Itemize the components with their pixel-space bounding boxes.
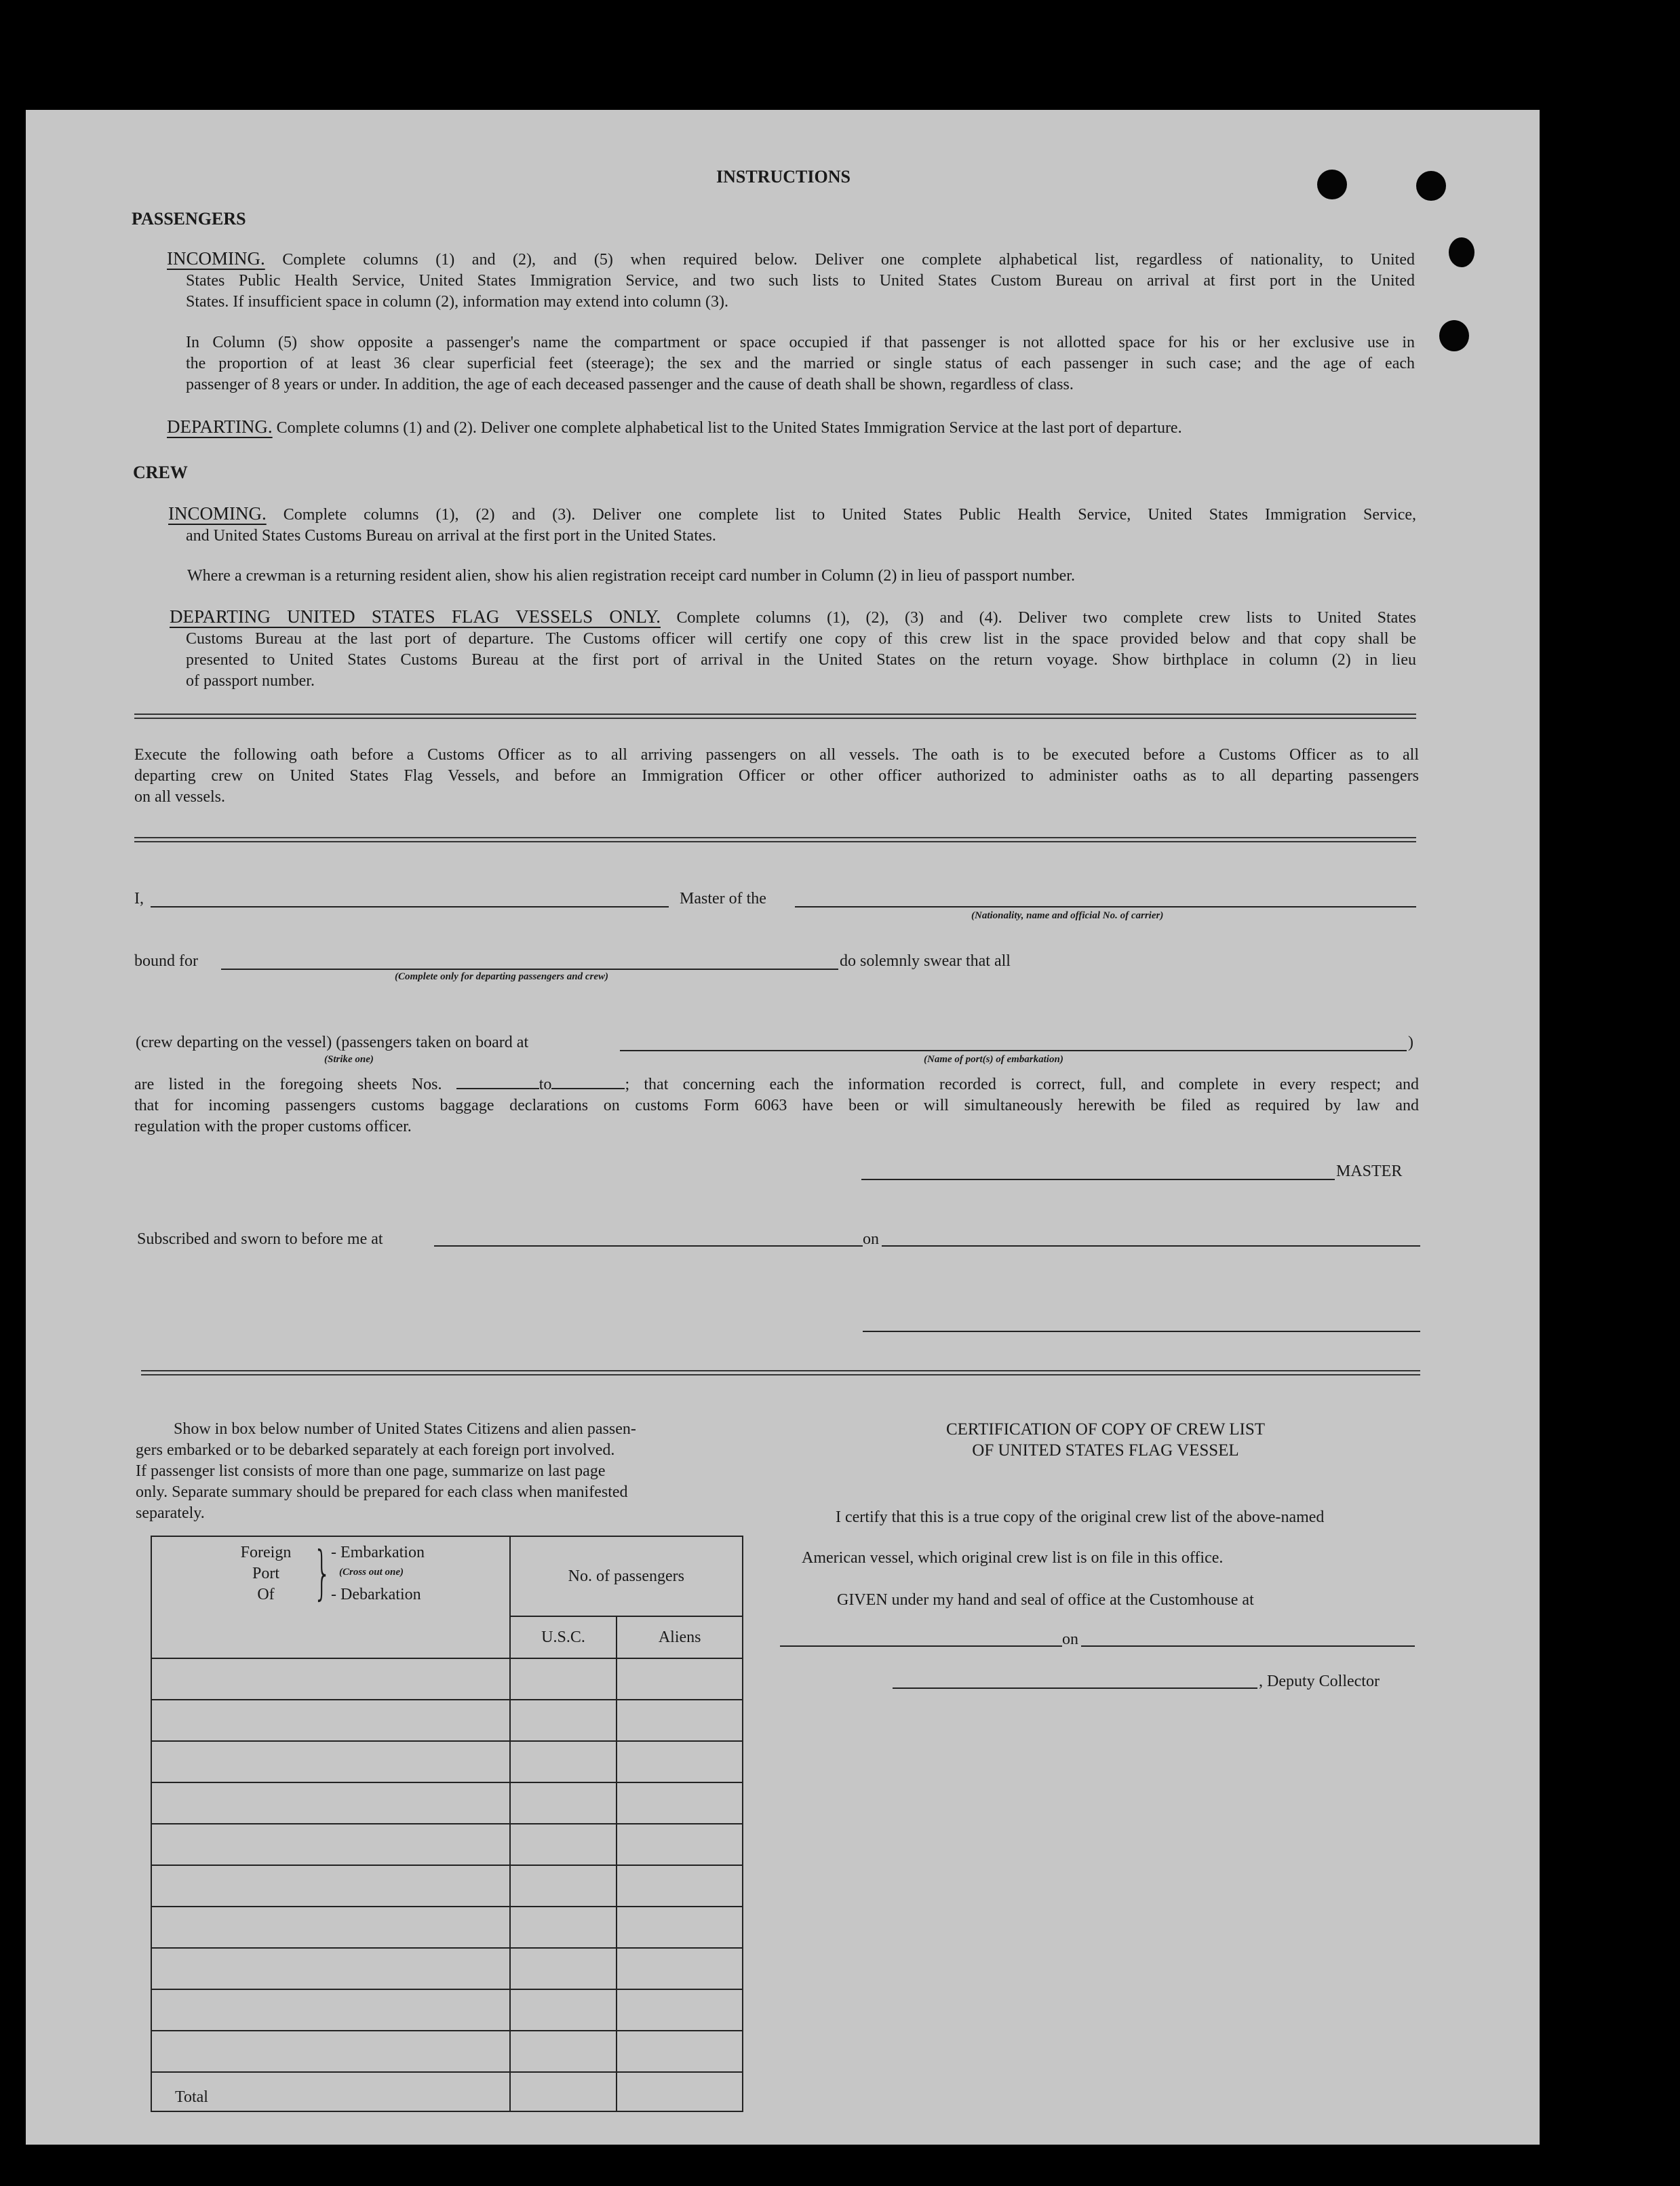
brace-icon: } [313,1539,332,1607]
aliens-cell[interactable] [617,1700,743,1741]
usc-total-cell[interactable] [510,2072,617,2111]
solemnly-swear-text: do solemnly swear that all [840,952,1011,970]
foreign-port-header: Foreign Port Of } - Embarkation (Cross out one) - Debarkation [151,1536,510,1658]
passengers-departing-section: DEPARTING. Complete columns (1) and (2). Deliver one complete alphabetical list to the United States Immigration Service at the last port of departure. [167,416,1182,437]
section-divider [134,837,1416,842]
aliens-cell[interactable] [617,1658,743,1700]
foregoing-sheets-text: are listed in the foregoing sheets Nos. to ; that concerning each the information recorded is correct, full, and complete in every respect; and that for incoming passengers customs baggage declarations on customs Form 6063 have been or will simultaneously herewith be filed as required by law and regulation with the proper customs officer. [134,1076,1419,1135]
embarkation-port-field[interactable] [620,1050,1407,1051]
certification-on-label: on [1062,1631,1078,1648]
aliens-cell[interactable] [617,1824,743,1865]
carrier-field[interactable] [795,906,1416,907]
oath-instructions: Execute the following oath before a Customs Officer as to all arriving passengers on all vessels. The oath is to be executed before a Customs Officer as to all departing crew on United States Flag Vessels, and before an Immigration Officer or other officer authorized to administer oaths as to all departing passengers on all vessels. [134,746,1419,806]
usc-cell[interactable] [510,1782,617,1824]
sheet-to-field[interactable] [551,1076,625,1089]
deputy-collector-label: , Deputy Collector [1259,1673,1380,1690]
usc-header: U.S.C. [510,1616,617,1658]
port-cell[interactable] [151,1782,510,1824]
usc-cell[interactable] [510,1824,617,1865]
punch-hole [1317,170,1347,199]
usc-cell[interactable] [510,1907,617,1948]
total-row-label: Total [151,2072,510,2111]
crew-incoming-label: INCOMING. [168,503,267,524]
master-signature-field[interactable] [861,1179,1335,1180]
aliens-cell[interactable] [617,1948,743,1989]
passengers-incoming-section: INCOMING. Complete columns (1) and (2), and (5) when required below. Deliver one complete alphabetical list, regardless of nationality, to United States Public Health Service, United States Immigration Service, and two such lists to United States Custom Bureau on arrival at first port in the United States. If insufficient space in column (2), information may extend into column (3). [167,248,1415,311]
punch-hole [1416,171,1446,201]
oath-i-label: I, [134,890,144,907]
punch-hole [1439,320,1469,351]
usc-cell[interactable] [510,2031,617,2072]
master-name-field[interactable] [151,906,669,907]
usc-cell[interactable] [510,1948,617,1989]
strike-one-caption: (Strike one) [324,1054,374,1065]
passengers-column5-note: In Column (5) show opposite a passenger's name the compartment or space occupied if that passenger is not allotted space for his or her exclusive use in the proportion of at least 36 clear superficial feet (steerage); the sex and the married or single status of each passenger in such case; and the age of each passenger of 8 years or under. In addition, the age of each deceased passenger and the cause of death shall be shown, regardless of class. [186,334,1415,393]
crew-heading: CREW [133,463,188,482]
master-label: MASTER [1336,1163,1403,1180]
page-title: INSTRUCTIONS [716,167,851,187]
summary-instructions: Show in box below number of United States Citizens and alien passen- gers embarked or to be debarked separately at each foreign port involved. If passenger list consists of more than one page, summarize on last page only. Separate summary should be prepared for each class when manifested separately. [136,1420,636,1522]
deputy-collector-signature-field[interactable] [893,1687,1257,1689]
passenger-summary-table [151,1536,743,2112]
subscribed-date-field[interactable] [882,1245,1420,1247]
subscribed-on-label: on [863,1230,879,1248]
port-cell[interactable] [151,1824,510,1865]
usc-cell[interactable] [510,1989,617,2031]
bound-for-field[interactable] [221,969,838,970]
crew-or-passengers-text: (crew departing on the vessel) (passengers taken on board at [136,1034,529,1051]
aliens-cell[interactable] [617,1989,743,2031]
sheet-from-field[interactable] [456,1076,539,1089]
subscribed-label: Subscribed and sworn to before me at [137,1230,383,1248]
crew-departing-label: DEPARTING UNITED STATES FLAG VESSELS ONLY. [170,606,661,627]
usc-cell[interactable] [510,1865,617,1907]
usc-cell[interactable] [510,1741,617,1782]
crew-incoming-section: INCOMING. Complete columns (1), (2) and (3). Deliver one complete list to United States Public Health Service, United States Immigration Service, and United States Customs Bureau on arrival at the first port in the United States. [168,503,1416,545]
crew-departing-section: DEPARTING UNITED STATES FLAG VESSELS ONLY. Complete columns (1), (2), (3) and (4). Deliver two complete crew lists to United States Customs Bureau at the last port of departure. The Customs officer will certify one copy of this crew list in the space provided below and that copy shall be presented to United States Customs Bureau at the first port of arrival in the United States on the return voyage. Show birthplace in column (2) in lieu of passport number. [170,606,1416,690]
port-cell[interactable] [151,2031,510,2072]
subscribed-place-field[interactable] [434,1245,863,1247]
port-cell[interactable] [151,1700,510,1741]
punch-hole [1449,237,1474,267]
close-parenthesis: ) [1408,1034,1413,1051]
customhouse-field[interactable] [780,1645,1062,1647]
section-divider [134,714,1416,719]
section-divider [141,1370,1420,1375]
officer-signature-field[interactable] [863,1331,1420,1332]
port-cell[interactable] [151,1658,510,1700]
certify-line-2: American vessel, which original crew list is on file in this office. [802,1549,1224,1567]
aliens-cell[interactable] [617,1782,743,1824]
given-under-hand: GIVEN under my hand and seal of office at the Customhouse at [837,1591,1254,1609]
usc-cell[interactable] [510,1658,617,1700]
certify-line-1: I certify that this is a true copy of the original crew list of the above-named [836,1508,1325,1526]
aliens-cell[interactable] [617,1741,743,1782]
port-cell[interactable] [151,1865,510,1907]
embarkation-port-caption: (Name of port(s) of embarkation) [924,1054,1063,1065]
aliens-cell[interactable] [617,1907,743,1948]
no-of-passengers-header: No. of passengers [510,1536,743,1616]
aliens-cell[interactable] [617,2031,743,2072]
bound-for-label: bound for [134,952,198,970]
aliens-cell[interactable] [617,1865,743,1907]
port-cell[interactable] [151,1989,510,2031]
usc-cell[interactable] [510,1700,617,1741]
crew-resident-alien-note: Where a crewman is a returning resident alien, show his alien registration receipt card number in Column (2) in lieu of passport number. [187,567,1075,585]
aliens-total-cell[interactable] [617,2072,743,2111]
carrier-caption: (Nationality, name and official No. of carrier) [971,910,1164,921]
port-cell[interactable] [151,1907,510,1948]
certification-date-field[interactable] [1081,1645,1415,1647]
port-cell[interactable] [151,1948,510,1989]
bound-for-caption: (Complete only for departing passengers and crew) [395,971,608,982]
master-of-the-label: Master of the [680,890,766,907]
port-cell[interactable] [151,1741,510,1782]
passengers-incoming-label: INCOMING. [167,248,265,269]
aliens-header: Aliens [617,1616,743,1658]
passengers-heading: PASSENGERS [132,209,246,229]
certification-title: CERTIFICATION OF COPY OF CREW LIST OF UNITED STATES FLAG VESSEL [945,1420,1266,1460]
passengers-departing-label: DEPARTING. [167,416,273,437]
